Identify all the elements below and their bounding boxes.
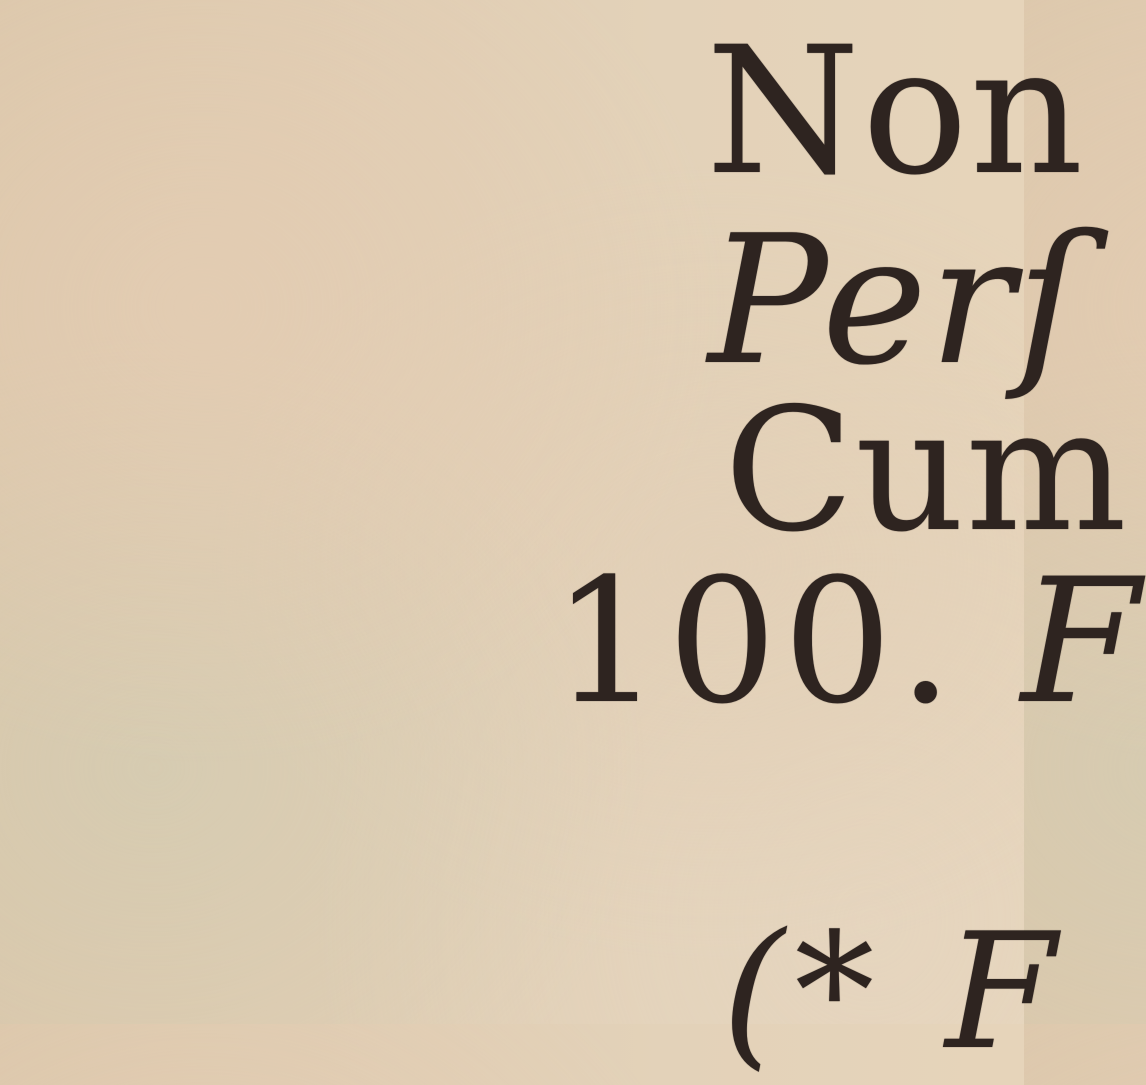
verse-number: 100.: [552, 541, 959, 742]
text-line-4: [552, 541, 1146, 742]
footnote-line: (* F: [722, 898, 1067, 1085]
text-line-2: Perſ: [708, 197, 1085, 404]
text-line-1: Non: [706, 9, 1086, 214]
text-line-3: Cum: [724, 372, 1128, 570]
text-line-4-word: F: [1020, 541, 1146, 742]
